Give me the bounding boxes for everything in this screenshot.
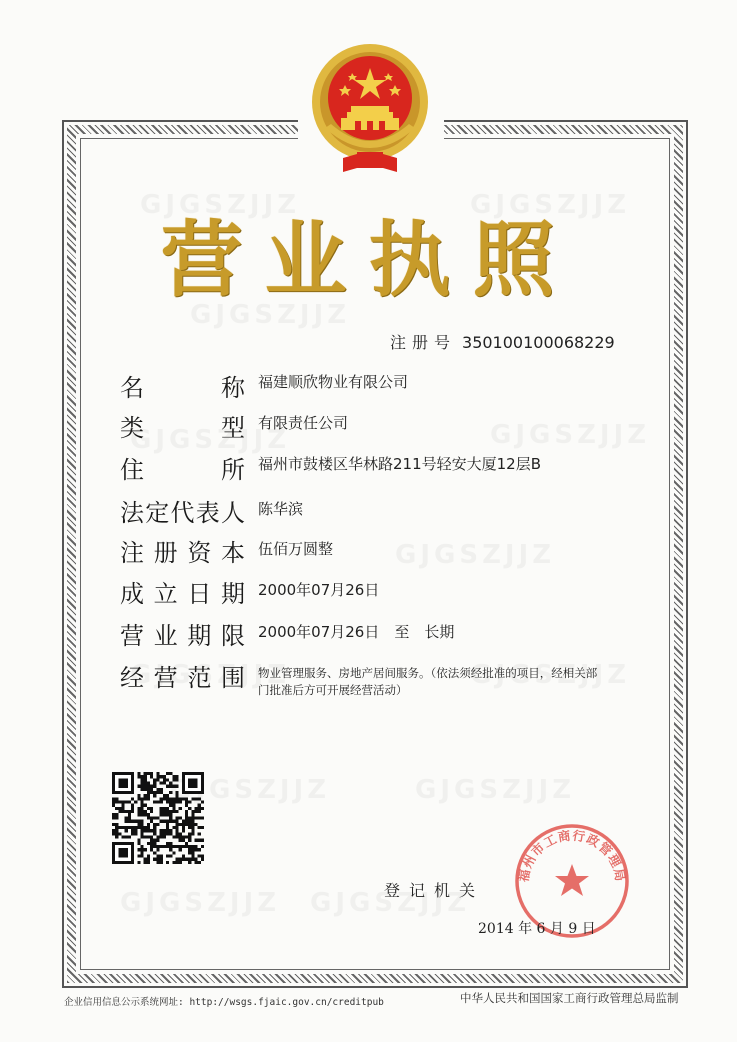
field-label: 营业期限 <box>120 622 245 650</box>
field-label: 类 型 <box>120 414 245 442</box>
field-value: 2000年07月26日 至 长期 <box>258 623 455 641</box>
field-value: 福建顺欣物业有限公司 <box>258 373 409 391</box>
field-value: 2000年07月26日 <box>258 581 380 599</box>
certificate-title: 营业执照 <box>160 212 577 308</box>
registration-label: 注册号 <box>390 333 457 352</box>
registration-authority-label: 登记机关 <box>384 881 485 900</box>
field-label: 注册资本 <box>120 539 245 567</box>
field-label: 名 称 <box>120 374 245 402</box>
watermark <box>490 420 650 450</box>
footer-credit-url: 企业信用信息公示系统网址: http://wsgs.fjaic.gov.cn/creditpub <box>64 997 384 1008</box>
seal-text: 福州市工商行政管理局 <box>515 827 629 884</box>
issue-date: 2014 年 6 月 9 日 <box>478 921 596 937</box>
field-value: 有限责任公司 <box>258 414 349 432</box>
field-value: 福州市鼓楼区华林路211号轻安大厦12层B <box>258 455 542 473</box>
watermark <box>395 540 555 570</box>
field-label: 法定代表人 <box>120 499 245 527</box>
footer-issuer: 中华人民共和国国家工商行政管理总局监制 <box>460 991 679 1005</box>
field-value: 物业管理服务、房地产居间服务。（依法须经批准的项目，经相关部门批准后方可开展经营活动） <box>258 666 598 697</box>
national-emblem-icon <box>305 40 435 175</box>
field-value: 伍佰万圆整 <box>258 540 334 558</box>
field-label: 住 所 <box>120 456 245 484</box>
field-label: 成立日期 <box>120 580 245 608</box>
qr-code <box>112 772 204 864</box>
watermark <box>415 775 575 805</box>
registration-number <box>390 330 615 353</box>
watermark <box>120 888 280 918</box>
registration-value: 350100100068229 <box>462 333 615 352</box>
field-label: 经营范围 <box>120 664 245 692</box>
field-value: 陈华滨 <box>258 500 304 518</box>
